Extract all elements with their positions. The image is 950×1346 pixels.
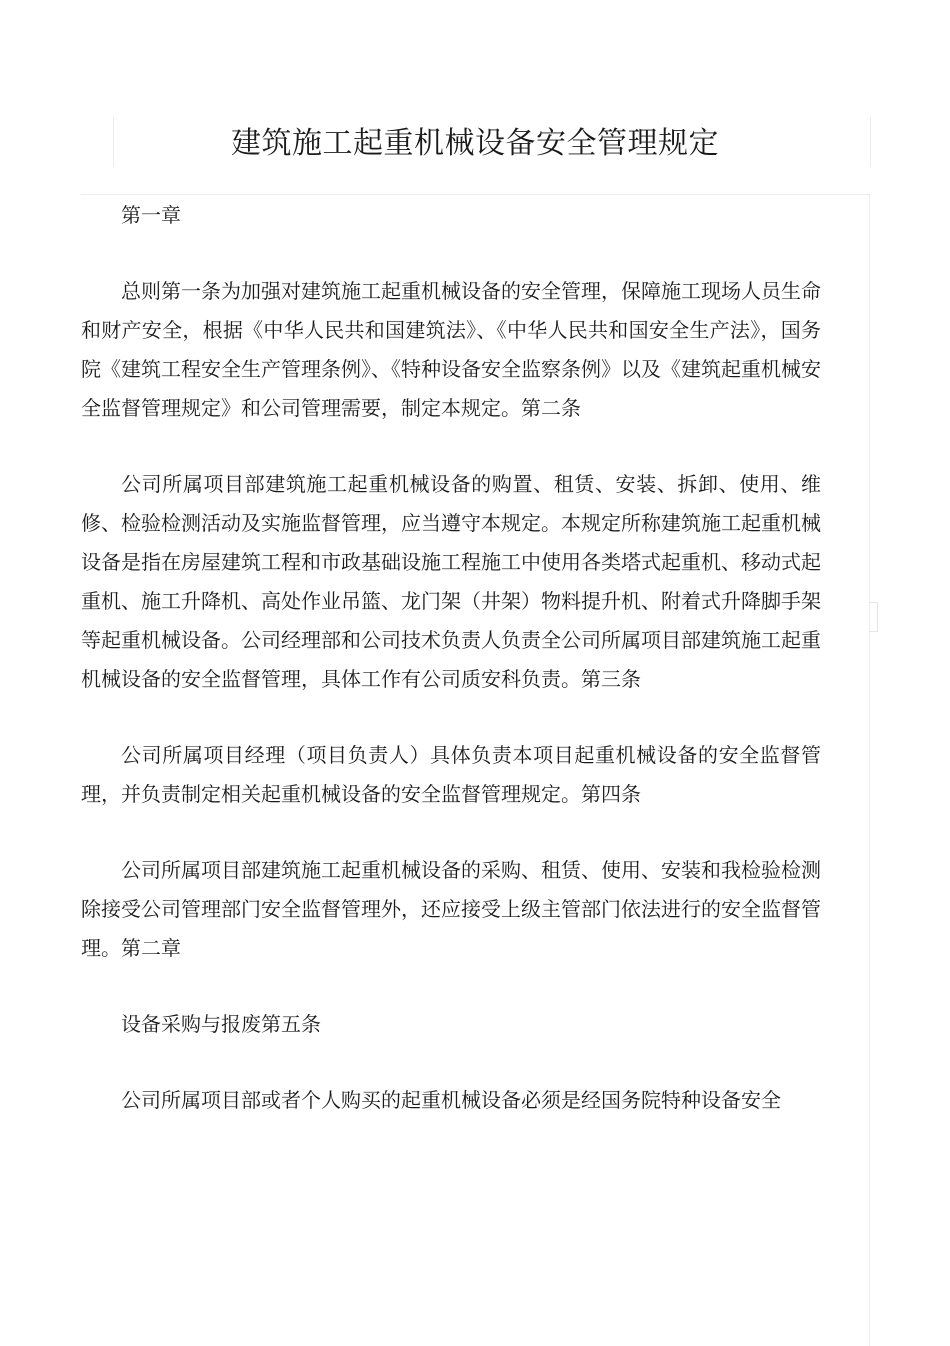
- paragraph-article-2: 公司所属项目部建筑施工起重机械设备的购置、租赁、安装、拆卸、使用、维修、检验检测活动及实施监督管理，应当遵守本规定。本规定所称建筑施工起重机械设备是指在房屋建筑工程和市政基础设施工程施工中使用各类塔式起重机、移动式起重机、施工升降机、高处作业吊篮、龙门架（井架）物料提升机、附着式升降脚手架等起重机械设备。公司经理部和公司技术负责人负责全公司所属项目部建筑施工起重机械设备的安全监督管理，具体工作有公司质安科负责。第三条: [81, 472, 821, 691]
- paragraph-article-4: 公司所属项目部建筑施工起重机械设备的采购、租赁、使用、安装和我检验检测除接受公司管理部门安全监督管理外，还应接受上级主管部门依法进行的安全监督管理。第二章: [81, 858, 821, 960]
- document-title: 建筑施工起重机械设备安全管理规定: [231, 126, 719, 161]
- paragraph-article-3: 公司所属项目经理（项目负责人）具体负责本项目起重机械设备的安全监督管理，并负责制定相关起重机械设备的安全监督管理规定。第四条: [81, 743, 821, 806]
- document-body: [81, 196, 821, 1157]
- paragraph-chapter-1: 第一章: [121, 203, 181, 227]
- paragraph-article-1: 总则第一条为加强对建筑施工起重机械设备的安全管理，保障施工现场人员生命和财产安全，根据《中华人民共和国建筑法》、《中华人民共和国安全生产法》，国务院《建筑工程安全生产管理条例》、《特种设备安全监察条例》以及《建筑起重机械安全监督管理规定》和公司管理需要，制定本规定。第二条: [81, 279, 821, 420]
- paragraph-article-5: 公司所属项目部或者个人购买的起重机械设备必须是经国务院特种设备安全: [121, 1088, 781, 1112]
- paragraph-chapter-2-heading: 设备采购与报废第五条: [121, 1012, 321, 1036]
- page-edge-mark: [869, 602, 878, 632]
